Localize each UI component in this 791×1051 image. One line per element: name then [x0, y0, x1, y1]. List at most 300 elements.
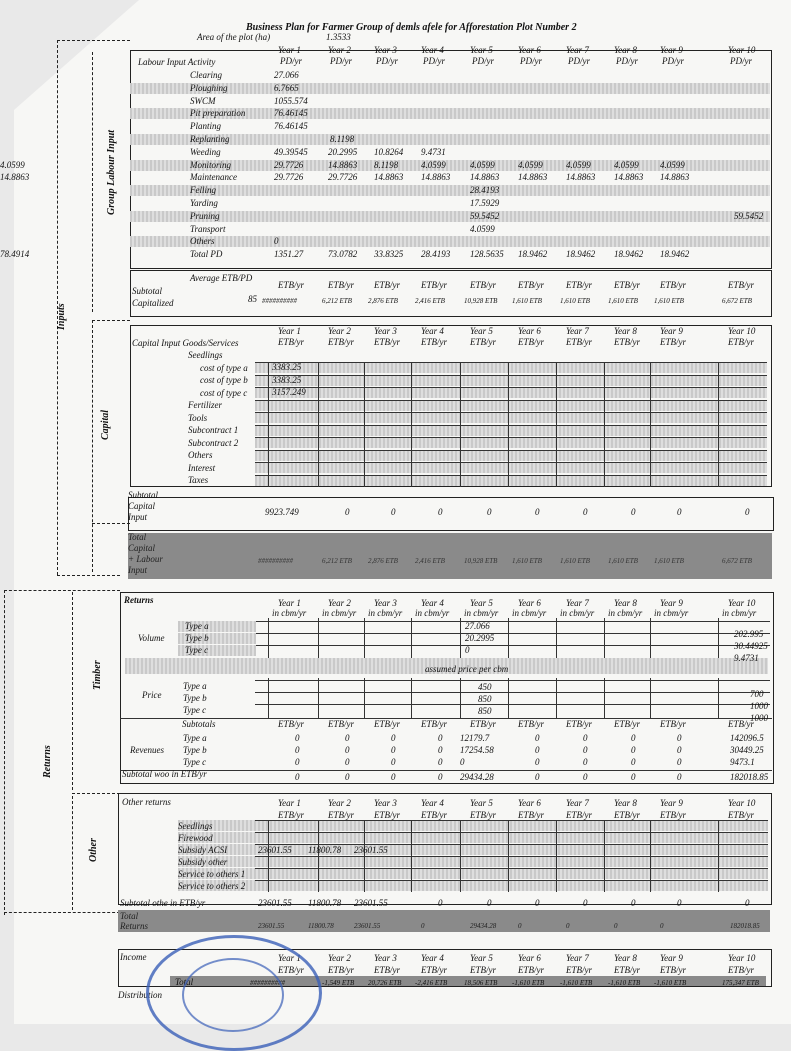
- other-subtotal-value: 23601.55: [354, 898, 388, 908]
- unit-label: ETB/yr: [566, 810, 592, 820]
- volume-y5: 0: [465, 645, 470, 655]
- total-capital-value: 2,416 ETB: [415, 557, 445, 565]
- activity-label: Weeding: [190, 146, 221, 157]
- capital-header: Capital Input Goods/Services: [132, 338, 239, 348]
- weeding-value: 9.4731: [421, 146, 446, 157]
- total-capital-label: Capital: [128, 543, 156, 553]
- year-header: Year 6: [518, 326, 541, 336]
- grid-line: [556, 362, 557, 487]
- total-returns-value: 0: [421, 922, 425, 930]
- labour-y1-value: 0: [274, 236, 279, 247]
- row-shade: [130, 185, 770, 196]
- capitalized-value: 6,672 ETB: [722, 297, 752, 305]
- monitoring-value: 4.0599: [660, 159, 685, 170]
- total-pd-value: 128.5635: [470, 249, 504, 260]
- grid-line: [255, 425, 767, 426]
- grid-line: [255, 462, 767, 463]
- y5-value: 59.5452: [470, 210, 500, 221]
- price-type-label: Type b: [183, 693, 207, 703]
- revenue-value: 0: [535, 757, 540, 767]
- income-value: 20,726 ETB: [368, 979, 402, 987]
- year-header: Year 10: [728, 598, 756, 608]
- timber-subtotal-label: Subtotal woo in ETB/yr: [122, 769, 207, 779]
- total-capital-value: 2,876 ETB: [368, 557, 398, 565]
- grid-line: [268, 618, 269, 658]
- grid-line: [255, 645, 770, 646]
- official-stamp-inner: [182, 958, 284, 1032]
- year-header: Year 5: [470, 45, 493, 55]
- capitalized-value: 2,416 ETB: [415, 297, 445, 305]
- revenue-value: 0: [677, 745, 682, 755]
- revenue-value: 9473.1: [730, 757, 755, 767]
- labour-y1-value: 27.066: [274, 70, 299, 80]
- maintenance-value: 14.8863: [470, 172, 500, 183]
- grid-line: [318, 362, 319, 487]
- etb-unit: ETB/yr: [566, 719, 592, 729]
- grid-line: [364, 618, 365, 658]
- other-bracket: [72, 796, 73, 910]
- etb-unit: ETB/yr: [278, 719, 304, 729]
- revenue-value: 0: [583, 733, 588, 743]
- year-header: Year 9: [660, 798, 683, 808]
- year-header: Year 10: [728, 326, 756, 336]
- other-item-label: Service to others 2: [178, 881, 246, 891]
- grid-line: [255, 621, 770, 622]
- document-title: Business Plan for Farmer Group of demls afele for Afforestation Plot Number 2: [246, 22, 577, 33]
- returns-divider: [4, 590, 120, 591]
- year-header: Year 3: [374, 798, 397, 808]
- inputs-divider: [57, 575, 120, 576]
- volume-type-label: Type c: [185, 645, 209, 655]
- unit-label: PD/yr: [376, 56, 398, 66]
- row-shade: [130, 211, 770, 222]
- volume-label: Volume: [138, 633, 165, 643]
- other-row-shade: [178, 832, 768, 843]
- price-y10: 1000: [750, 713, 768, 723]
- capital-cell-row: [255, 362, 767, 373]
- capitalized-value: 10,928 ETB: [464, 297, 498, 305]
- capital-divider: [92, 320, 130, 321]
- row-shade: [130, 236, 770, 247]
- unit-label: ETB/yr: [374, 965, 400, 975]
- capital-item-label: Others: [188, 450, 213, 460]
- price-type-label: Type a: [183, 681, 207, 691]
- returns-bracket: [4, 590, 5, 915]
- unit-label: PD/yr: [520, 56, 542, 66]
- total-pd-value: 78.4914: [0, 249, 30, 260]
- income-total-label: Total: [175, 977, 194, 987]
- grid-line: [255, 832, 768, 833]
- total-pd-value: 18.9462: [566, 249, 596, 260]
- unit-label: ETB/yr: [374, 337, 400, 347]
- total-returns-value: 23601.55: [258, 922, 285, 930]
- revenue-value: 0: [295, 733, 300, 743]
- timber-subtotal-value: 29434.28: [460, 772, 494, 782]
- activity-label: Maintenance: [190, 172, 237, 183]
- other-subtotal-value: 23601.55: [258, 898, 292, 908]
- grid-line: [255, 820, 768, 821]
- unit-label: ETB/yr: [278, 965, 304, 975]
- volume-y5: 20.2995: [465, 633, 495, 643]
- grid-line: [255, 362, 767, 363]
- grid-line: [255, 475, 767, 476]
- year-header: Year 4: [421, 598, 444, 608]
- total-returns-value: 0: [660, 922, 664, 930]
- unit-label: ETB/yr: [614, 337, 640, 347]
- unit-label: in cbm/yr: [322, 608, 357, 618]
- price-type-label: Type c: [183, 705, 207, 715]
- capital-cell-row: [255, 450, 767, 461]
- capital-cell-row: [255, 475, 767, 486]
- revenue-value: 0: [438, 733, 443, 743]
- year-header: Year 1: [278, 798, 301, 808]
- grid-line: [556, 820, 557, 892]
- year-header: Year 7: [566, 45, 589, 55]
- price-y10: 700: [750, 689, 764, 699]
- etb-unit: ETB/yr: [421, 719, 447, 729]
- capital-subtotal-value: 0: [677, 507, 682, 517]
- total-pd-value: 73.0782: [328, 249, 358, 260]
- revenue-value: 0: [345, 733, 350, 743]
- revenues-label: Revenues: [130, 745, 164, 755]
- etb-unit: ETB/yr: [660, 280, 686, 290]
- labour-y1-value: 49.39545: [274, 146, 308, 157]
- revenue-type-label: Type b: [183, 745, 207, 755]
- grid-line: [650, 678, 651, 718]
- capital-subtotal-value: 0: [438, 507, 443, 517]
- activity-label: Replanting: [190, 134, 230, 144]
- returns-divider: [4, 912, 120, 913]
- capital-subtotal-value: 0: [583, 507, 588, 517]
- timber-subtotal-value: 0: [535, 772, 540, 782]
- volume-y5: 27.066: [465, 621, 490, 631]
- capital-side-label: Capital: [100, 409, 111, 440]
- grid-line: [508, 362, 509, 487]
- year-header: Year 9: [660, 45, 683, 55]
- etb-unit: ETB/yr: [328, 280, 354, 290]
- capital-cell-row: [255, 437, 767, 448]
- total-capital-value: 1,610 ETB: [512, 557, 542, 565]
- grid-line: [255, 856, 768, 857]
- revenue-value: 0: [345, 745, 350, 755]
- total-pd-value: 18.9462: [518, 249, 548, 260]
- capital-item-label: cost of type b: [200, 375, 248, 385]
- subtotals-label: Subtotals: [182, 719, 216, 729]
- grid-line: [718, 618, 719, 658]
- unit-label: PD/yr: [423, 56, 445, 66]
- total-capital-value: 1,610 ETB: [654, 557, 684, 565]
- grid-line: [268, 362, 269, 487]
- volume-type-label: Type b: [185, 633, 209, 643]
- income-value: 175,347 ETB: [722, 979, 759, 987]
- activity-label: Clearing: [190, 70, 223, 80]
- capital-cell-row: [255, 462, 767, 473]
- grid-line: [508, 618, 509, 658]
- labour-bracket: [92, 52, 93, 312]
- area-value: 1.3533: [326, 32, 351, 42]
- total-returns-value: 23601.55: [354, 922, 381, 930]
- grid-line: [411, 362, 412, 487]
- year-header: Year 1: [278, 326, 301, 336]
- year-header: Year 2: [328, 326, 351, 336]
- inputs-side-label: Inputs: [56, 303, 67, 330]
- activity-label: Total PD: [190, 249, 223, 260]
- grid-line: [318, 820, 319, 892]
- capitalized-value: 1,610 ETB: [608, 297, 638, 305]
- etb-unit: ETB/yr: [728, 719, 754, 729]
- year-header: Year 5: [470, 953, 493, 963]
- other-item-label: Subsidy other: [178, 857, 228, 867]
- inputs-divider: [57, 40, 130, 41]
- unit-label: in cbm/yr: [464, 608, 499, 618]
- year-header: Year 8: [614, 326, 637, 336]
- grid-line: [718, 362, 719, 487]
- capital-item-label: Interest: [188, 462, 216, 473]
- activity-label: Monitoring: [190, 159, 232, 170]
- grid-line: [255, 692, 770, 693]
- activity-label: Pruning: [190, 210, 220, 221]
- timber-bracket: [72, 592, 73, 790]
- timber-side-label: Timber: [92, 660, 103, 690]
- revenue-value: 0: [677, 733, 682, 743]
- unit-label: ETB/yr: [728, 965, 754, 975]
- other-subtotal-value: 11800.78: [308, 898, 342, 908]
- year-header: Year 4: [421, 953, 444, 963]
- year-header: Year 7: [566, 326, 589, 336]
- revenue-value: 12179.7: [460, 733, 490, 743]
- revenue-value: 0: [460, 757, 465, 767]
- labour-header: Labour Input Activity: [138, 57, 216, 67]
- unit-label: in cbm/yr: [512, 608, 547, 618]
- other-row-shade: [178, 856, 768, 867]
- grid-line: [255, 400, 767, 401]
- total-returns-label: Returns: [120, 921, 148, 931]
- unit-label: PD/yr: [280, 56, 302, 66]
- year-header: Year 6: [518, 953, 541, 963]
- labour-y1-value: 1351.27: [274, 249, 304, 260]
- other-subtotal-value: 0: [583, 898, 588, 908]
- total-pd-value: 33.8325: [374, 249, 404, 260]
- capitalized-label: Capitalized: [132, 298, 174, 308]
- returns-header: Returns: [124, 595, 154, 605]
- maintenance-value: 29.7726: [328, 172, 358, 183]
- monitoring-value: 4.0599: [421, 159, 446, 170]
- unit-label: ETB/yr: [614, 965, 640, 975]
- capital-subtotal-value: 0: [631, 507, 636, 517]
- unit-label: ETB/yr: [278, 337, 304, 347]
- capitalized-value: 1,610 ETB: [654, 297, 684, 305]
- year-header: Year 8: [614, 798, 637, 808]
- year-header: Year 3: [374, 45, 397, 55]
- y5-value: 28.4193: [470, 185, 500, 196]
- year-header: Year 9: [660, 326, 683, 336]
- total-returns-label: Total: [120, 911, 139, 921]
- capital-subtotal-value: 0: [487, 507, 492, 517]
- etb-unit: ETB/yr: [470, 280, 496, 290]
- other-subtotal-value: 0: [631, 898, 636, 908]
- income-value: -1,610 ETB: [608, 979, 641, 987]
- income-value: -2,416 ETB: [415, 979, 448, 987]
- year-header: Year 2: [328, 45, 351, 55]
- revenue-value: 0: [295, 757, 300, 767]
- revenue-type-label: Type c: [183, 757, 207, 767]
- grid-line: [255, 633, 770, 634]
- monitoring-value: 4.0599: [470, 159, 495, 170]
- year-header: Year 4: [421, 45, 444, 55]
- total-capital-label: + Labour: [128, 554, 163, 564]
- timber-subtotal-value: 0: [583, 772, 588, 782]
- etb-unit: ETB/yr: [660, 719, 686, 729]
- volume-y10: 202.995: [734, 629, 764, 639]
- capital-cell-row: [255, 425, 767, 436]
- grid-line: [255, 375, 767, 376]
- capitalized-value: 1,610 ETB: [560, 297, 590, 305]
- other-returns-header: Other returns: [122, 797, 171, 807]
- price-y5: 850: [478, 694, 492, 704]
- monitoring-value: 8.1198: [374, 159, 399, 170]
- capital-item-label: Fertilizer: [188, 400, 222, 410]
- revenue-value: 0: [583, 757, 588, 767]
- labour-y1-value: 6.7665: [274, 82, 299, 93]
- grid-line: [718, 678, 719, 718]
- other-row-shade: [178, 868, 768, 879]
- year-header: Year 6: [518, 45, 541, 55]
- revenue-value: 0: [391, 745, 396, 755]
- grid-line: [318, 618, 319, 658]
- unit-label: in cbm/yr: [560, 608, 595, 618]
- activity-label: SWCM: [190, 95, 216, 106]
- capital-item-label: cost of type c: [200, 387, 248, 398]
- unit-label: ETB/yr: [328, 337, 354, 347]
- unit-label: in cbm/yr: [608, 608, 643, 618]
- price-y5: 450: [478, 682, 492, 692]
- timber-subtotal-value: 182018.85: [730, 772, 769, 782]
- avg-etb-value: 85: [248, 294, 257, 304]
- activity-label: Yarding: [190, 198, 218, 208]
- maintenance-value: 14.8863: [421, 172, 451, 183]
- capital-subtotal-label: Capital: [128, 501, 156, 511]
- capital-subtotal-value: 0: [391, 507, 396, 517]
- revenue-value: 0: [345, 757, 350, 767]
- unit-label: ETB/yr: [518, 337, 544, 347]
- unit-label: ETB/yr: [728, 810, 754, 820]
- year-header: Year 4: [421, 326, 444, 336]
- capital-subtotal-value: 0: [345, 507, 350, 517]
- other-subtotal-value: 0: [745, 898, 750, 908]
- unit-label: PD/yr: [662, 56, 684, 66]
- grid-line: [460, 618, 461, 658]
- year-header: Year 7: [566, 953, 589, 963]
- weeding-value: 10.8264: [374, 146, 404, 157]
- total-capital-label: Input: [128, 565, 147, 575]
- unit-label: ETB/yr: [470, 810, 496, 820]
- unit-label: ETB/yr: [660, 337, 686, 347]
- unit-label: in cbm/yr: [654, 608, 689, 618]
- labour-y1-value: 76.46145: [274, 108, 308, 119]
- maintenance-value: 14.8863: [660, 172, 690, 183]
- capital-subtotal-value: 0: [745, 507, 750, 517]
- monitoring-value: 4.0599: [0, 159, 25, 170]
- etb-unit: ETB/yr: [518, 280, 544, 290]
- y5-value: 4.0599: [470, 223, 495, 234]
- maintenance-value: 14.8863: [374, 172, 404, 183]
- year-header: Year 5: [470, 598, 493, 608]
- unit-label: PD/yr: [472, 56, 494, 66]
- year-header: Year 8: [614, 953, 637, 963]
- year-header: Year 2: [328, 953, 351, 963]
- y5-value: 17.5929: [470, 198, 500, 208]
- unit-label: ETB/yr: [328, 810, 354, 820]
- year-header: Year 8: [614, 45, 637, 55]
- grid-line: [364, 362, 365, 487]
- volume-y10: 30.44925: [734, 641, 768, 651]
- revenue-value: 0: [438, 745, 443, 755]
- revenue-value: 0: [631, 733, 636, 743]
- unit-label: ETB/yr: [421, 965, 447, 975]
- total-capital-value: 10,928 ETB: [464, 557, 498, 565]
- capital-cell-row: [255, 375, 767, 386]
- total-returns-value: 11800.78: [308, 922, 334, 930]
- unit-label: ETB/yr: [614, 810, 640, 820]
- income-value: -1,610 ETB: [560, 979, 593, 987]
- monitoring-value: 4.0599: [614, 159, 639, 170]
- unit-label: ETB/yr: [470, 337, 496, 347]
- seedling-cost-value: 3383.25: [272, 362, 302, 372]
- capital-cell-row: [255, 412, 767, 423]
- income-value: ##########: [250, 979, 285, 987]
- grid-line: [411, 618, 412, 658]
- etb-unit: ETB/yr: [518, 719, 544, 729]
- timber-subtotal-value: 0: [438, 772, 443, 782]
- area-label: Area of the plot (ha): [197, 32, 271, 42]
- year-header: Year 6: [518, 598, 541, 608]
- income-label: Income: [120, 952, 147, 962]
- other-subtotal-value: 0: [487, 898, 492, 908]
- total-returns-value: 0: [614, 922, 618, 930]
- capital-subtotal-label: Subtotal: [128, 490, 159, 500]
- labour-y1-value: 29.7726: [274, 172, 304, 183]
- grid-line: [120, 770, 772, 771]
- unit-label: ETB/yr: [470, 965, 496, 975]
- revenue-type-label: Type a: [183, 733, 207, 743]
- revenue-value: 0: [631, 757, 636, 767]
- grid-line: [460, 362, 461, 487]
- revenue-value: 0: [583, 745, 588, 755]
- unit-label: ETB/yr: [374, 810, 400, 820]
- capital-subtotal-label: Input: [128, 512, 147, 522]
- grid-line: [255, 704, 770, 705]
- etb-unit: ETB/yr: [470, 719, 496, 729]
- labour-y1-value: 29.7726: [274, 159, 304, 170]
- total-returns-value: 0: [518, 922, 522, 930]
- revenue-value: 0: [391, 733, 396, 743]
- year-header: Year 1: [278, 598, 301, 608]
- income-value: 18,506 ETB: [464, 979, 498, 987]
- revenue-value: 0: [677, 757, 682, 767]
- other-item-label: Service to others 1: [178, 869, 246, 879]
- grid-line: [604, 678, 605, 718]
- unit-label: ETB/yr: [278, 810, 304, 820]
- etb-unit: ETB/yr: [374, 280, 400, 290]
- revenue-value: 0: [391, 757, 396, 767]
- maintenance-value: 14.8863: [0, 172, 30, 183]
- capital-cell-row: [255, 387, 767, 398]
- year-header: Year 8: [614, 598, 637, 608]
- unit-label: in cbm/yr: [272, 608, 307, 618]
- grid-line: [255, 387, 767, 388]
- grid-line: [318, 678, 319, 718]
- activity-label: Planting: [190, 121, 221, 132]
